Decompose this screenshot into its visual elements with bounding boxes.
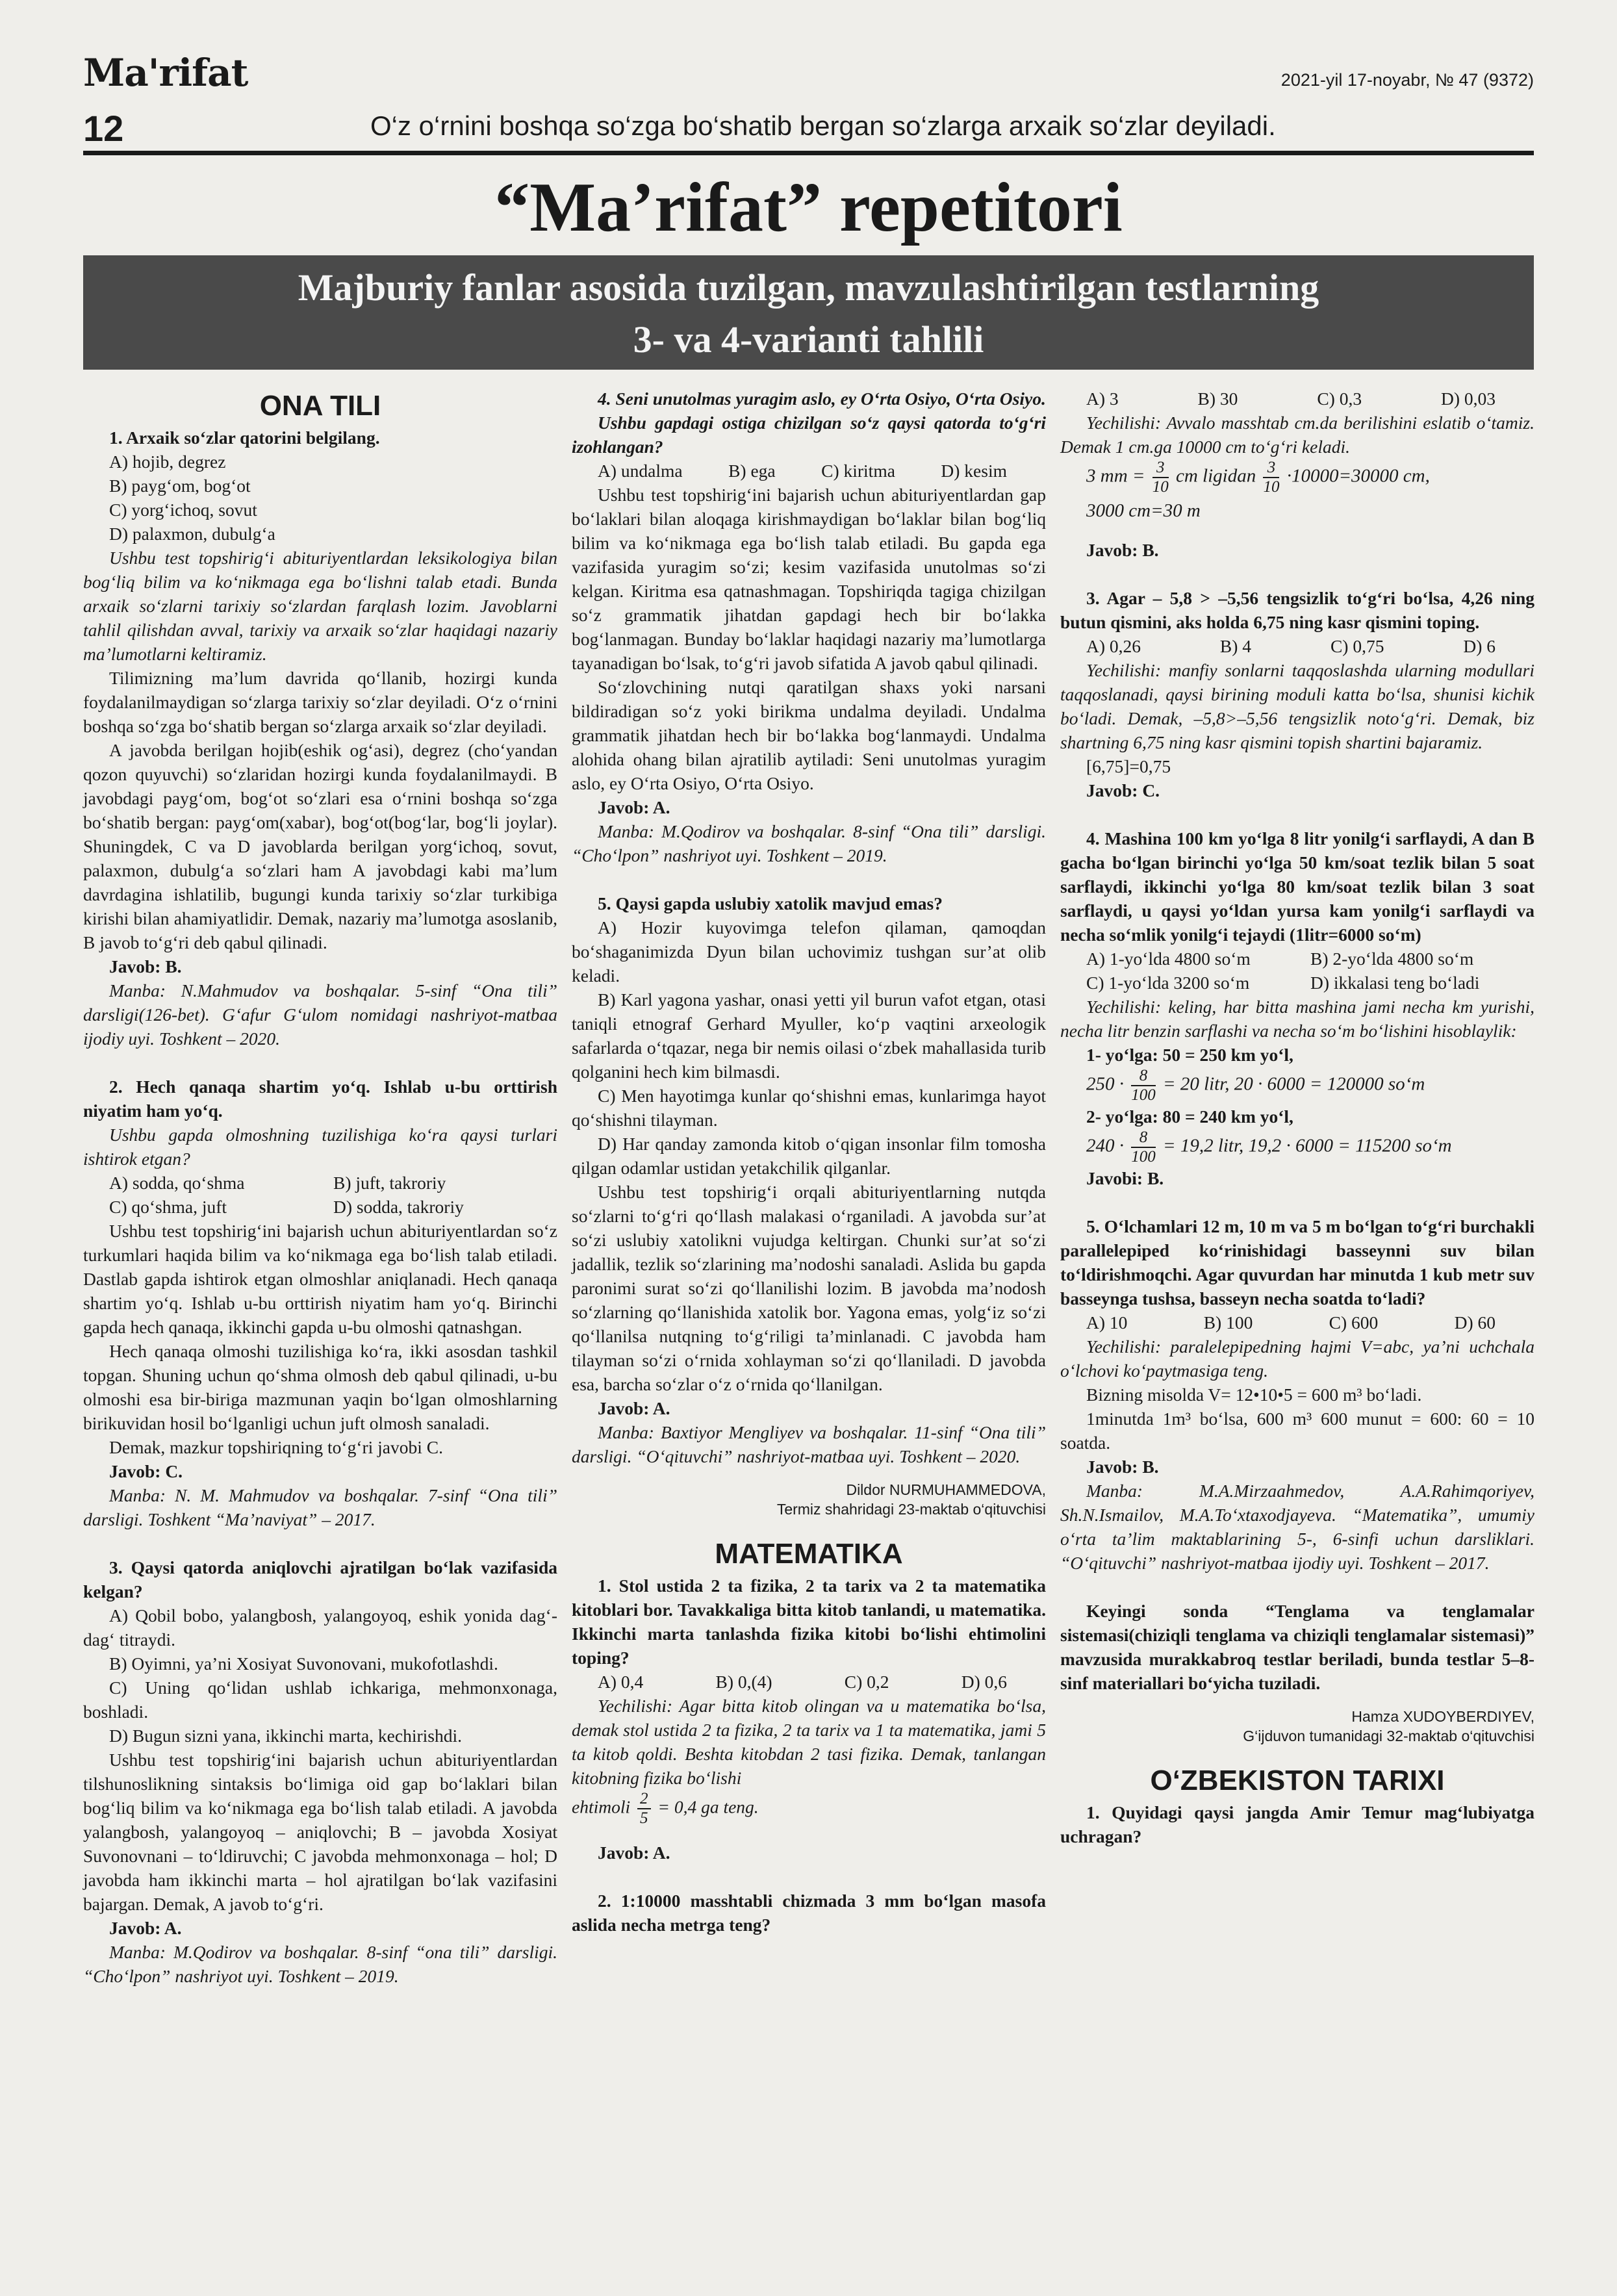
author-name: Dildor NURMUHAMMEDOVA, xyxy=(846,1481,1046,1498)
option-d: D) ikkalasi teng bo‘ladi xyxy=(1310,973,1480,993)
q3-paragraph-1: Ushbu test topshirig‘ini bajarish uchun abituriyentlardan tilshunoslikning sintaksis bo‘limiga oid gap bo‘laklari bilan bog‘liq bilim va ko‘nikmaga ega bo‘lish talab etiladi. A javobda yalangbosh, yalangoyoq – aniqlovchi; B – javobda Xosiyat Suvonovnani – to‘ldiruvchi; C javobda mehmonxonaga – hol; D javobda ham ikkinchi marta – hol ajratilgan bo‘lak vazifasini bajargan. Demak, A javob to‘g‘ri. xyxy=(83,1750,557,1914)
option-d: D) kesim xyxy=(941,461,1007,481)
option-a: A) 1-yo‘lda 4800 so‘m xyxy=(1086,949,1251,969)
q2-answer: Javob: C. xyxy=(109,1461,183,1481)
q5-answer: Javob: A. xyxy=(598,1398,670,1418)
q3-option-a: A) Qobil bobo, yalangbosh, yalangoyoq, eshik yonida dag‘-dag‘ titraydi. xyxy=(83,1605,557,1650)
m1-prob-text: ehtimoli xyxy=(572,1796,631,1817)
column-1 xyxy=(83,387,557,1988)
question-3: 3. Qaysi qatorda aniqlovchi ajratilgan bo‘lak vazifasida kelgan? xyxy=(83,1557,557,1601)
option-b: B) juft, takroriy xyxy=(333,1173,446,1193)
m2-answer: Javob: B. xyxy=(1086,540,1159,560)
option-b: B) ega xyxy=(728,461,776,481)
q2-options xyxy=(83,1171,557,1219)
q4-paragraph-1: Ushbu test topshirig‘ini bajarish uchun abituriyentlardan gap bo‘laklari bilan aloqaga kirishmaydigan bo‘laklar bilan bog‘liq bilim va ko‘nikmaga ega bo‘lish talab etiladi. Bu gapda ega vazifasida yuragim so‘zi; kesim vazifasida unutolmas so‘zi kelgan. Kiritma esa qatnashmagan. Topshiriqda tagiga chizilgan so‘z grammatik jihatdan gapdagi hech bir bo‘lakka bog‘lanmagan. Bunday bo‘laklar haqidagi nazariy ma’lumotlarga tayanadigan bo‘lsak, to‘g‘ri javob sifatida A javob qabul qilinadi. xyxy=(572,485,1046,673)
math-question-4: 4. Mashina 100 km yo‘lga 8 litr yonilg‘i sarflaydi, A dan B gacha bo‘lgan birinchi yo‘lga 50 km/soat tezlik bilan 5 soat sarflaydi, ikkinchi yo‘lga 80 km/soat tezlik bilan 3 soat sarflaydi, u qaysi yo‘ldan yursa kam yonilg‘i sarflaydi va necha so‘mlik yonilg‘i tejaydi (1litr=6000 so‘m) xyxy=(1060,828,1534,945)
q1-intro: Ushbu test topshirig‘i abituriyentlardan leksikologiya bilan bog‘liq bilim va ko‘nikmaga ega bo‘lishni talab etadi. Bunda arxaik so‘zlarni tarixiy so‘zlardan farqlash lozim. Javoblarni tahlil qilishdan avval, tarixiy va arxaik so‘zlar haqidagi nazariy ma’lumotlarni keltiramiz. xyxy=(83,548,557,664)
m1-probability xyxy=(572,1790,1046,1828)
option-d: D) sodda, takroriy xyxy=(333,1197,464,1217)
spacer xyxy=(1060,562,1534,586)
m4-equation-1: 250 · $\frac{8}{100}$ = 20 litr, 20 · 6000 = 120000 so‘m xyxy=(1086,1067,1425,1104)
option-d: D) 0,03 xyxy=(1440,389,1496,409)
m5-source: Manba: M.A.Mirzaahmedov, A.A.Rahimqoriyev, Sh.N.Ismailov, M.A.To‘xtaxodjayeva. “Matematika”, umumiy o‘rta ta’lim maktablarining 5-, 6-sinfi uchun darsliklari. “O‘qituvchi” nashriyot-matbaa ijodiy uyi. Toshkent – 2017. xyxy=(1060,1481,1534,1573)
question-2: 2. Hech qanaqa shartim yo‘q. Ishlab u-bu orttirish niyatim ham yo‘q. xyxy=(83,1077,557,1121)
section-ona-tili: ONA TILI xyxy=(259,390,381,422)
q1-paragraph-1: Tilimizning ma’lum davrida qo‘llanib, hozirgi kunda foydalanilmaydigan so‘zlarga tarixiy so‘zlar deyiladi. O‘z o‘rnini boshqa so‘zga bo‘shatib bergan so‘zlarga arxaik so‘zlar deyiladi. xyxy=(83,668,557,736)
option-a: A) undalma xyxy=(598,461,683,481)
q1-source: Manba: N.Mahmudov va boshqalar. 5-sinf “Ona tili” darsligi(126-bet). G‘afur G‘ulom nomidagi nashriyot-matbaa ijodiy uyi. Toshkent – 2020. xyxy=(83,980,557,1049)
newspaper-logo: Ma'rifat xyxy=(83,51,248,95)
banner-line-2: 3- va 4-varianti tahlili xyxy=(633,318,984,361)
q4-paragraph-2: So‘zlovchining nutqi qaratilgan shaxs yoki narsani bildiradigan so‘z yoki birikma undalma deyiladi. Undalma grammatik jihatdan hech bir bo‘lakka bog‘lanmaydi. Undalma alohida ohang bilan ajratilib aytiladi: Seni unutolmas yuragim aslo, ey O‘rta Osiyo, O‘rta Osiyo. xyxy=(572,677,1046,793)
author-role: G‘ijduvon tumanidagi 32-maktab o‘qituvchisi xyxy=(1243,1728,1534,1744)
q5-option-d: D) Har qanday zamonda kitob o‘qigan insonlar film tomosha qilgan odamlar ustidan yetakchilik qilganlar. xyxy=(572,1134,1046,1178)
option-a: A) 0,4 xyxy=(598,1672,644,1692)
q5-source: Manba: Baxtiyor Mengliyev va boshqalar. 11-sinf “Ona tili” darsligi. “O‘qituvchi” nashriyot-matbaa uyi. Toshkent – 2020. xyxy=(572,1422,1046,1466)
option-b: B) 0,(4) xyxy=(715,1672,772,1692)
q3-answer: Javob: A. xyxy=(109,1918,182,1938)
spacer xyxy=(1060,802,1534,826)
option-c: C) kiritma xyxy=(821,461,895,481)
option-c: C) 0,75 xyxy=(1330,636,1384,656)
m2-formula: 3 mm = $\frac{3}{10}$ cm ligidan $\frac{3}{10}$ ·10000=30000 cm, xyxy=(1086,459,1430,496)
page-tagline: O‘z o‘rnini boshqa so‘zga bo‘shatib bergan so‘zlarga arxaik so‘zlar deyiladi. xyxy=(370,110,1276,141)
m2-solution: Yechilishi: Avvalo masshtab cm.da berilishini eslatib o‘tamiz. Demak 1 cm.ga 10000 cm to‘g‘ri keladi. xyxy=(1060,413,1534,457)
m4-road-2: 2- yo‘lga: 80 = 240 km yo‘l, xyxy=(1086,1106,1293,1127)
math-question-5: 5. O‘lchamlari 12 m, 10 m va 5 m bo‘lgan to‘g‘ri burchakli parallelepiped ko‘rinishidagi basseynni suv bilan to‘ldirishmoqchi. Agar quvurdan har minutda 1 kub metr suv basseynga tushsa, basseyn necha soatda to‘ladi? xyxy=(1060,1216,1534,1308)
question-4: 4. Seni unutolmas yuragim aslo, ey O‘rta Osiyo, O‘rta Osiyo. xyxy=(598,389,1046,409)
q3-option-c: C) Uning qo‘lidan ushlab ichkariga, mehmonxonaga, boshladi. xyxy=(83,1677,557,1722)
m3-options xyxy=(1060,634,1534,658)
option-c: C) 0,3 xyxy=(1317,389,1362,409)
q4-options xyxy=(572,459,1046,483)
option-b: B) payg‘om, bog‘ot xyxy=(109,476,251,496)
q2-paragraph-2: Hech qanaqa olmoshi tuzilishiga ko‘ra, ikki asosdan tashkil topgan. Shuning uchun qo‘shma olmosh deb qabul qilinadi, u-bu olmoshi esa bir-biriga mazmunan yaqin bo‘lgan olmoshlarning birikuvidan hosil bo‘lganligi uchun juft olmosh sanaladi. xyxy=(83,1341,557,1433)
option-b: B) 100 xyxy=(1203,1312,1253,1333)
m4-equation-2: 240 · $\frac{8}{100}$ = 19,2 litr, 19,2 · 6000 = 115200 so‘m xyxy=(1086,1129,1452,1166)
option-b: B) 4 xyxy=(1219,636,1252,656)
next-issue-note: Keyingi sonda “Tenglama va tenglamalar sistemasi(chiziqli tenglama va chiziqli tenglamalar sistemasi)” mavzusida murakkabroq testlar beriladi, bunda testlar 5–8-sinf materiallari bo‘yicha tuziladi. xyxy=(1060,1601,1534,1693)
m3-calc: [6,75]=0,75 xyxy=(1086,756,1171,776)
m5-answer: Javob: B. xyxy=(1086,1457,1159,1477)
option-c: C) 600 xyxy=(1329,1312,1379,1333)
spacer xyxy=(572,867,1046,891)
m1-answer: Javob: A. xyxy=(598,1843,670,1863)
m2-options xyxy=(1060,387,1534,411)
q4-prompt: Ushbu gapdagi ostiga chizilgan so‘z qaysi qatorda to‘g‘ri izohlangan? xyxy=(572,413,1046,457)
m4-solution: Yechilishi: keling, har bitta mashina jami necha km yurishi, necha litr benzin sarflashi va necha so‘m bo‘lishini hisoblaylik: xyxy=(1060,997,1534,1041)
fraction: $\frac{3}{10}$ xyxy=(1152,459,1169,496)
m4-options xyxy=(1060,947,1534,995)
m1-solution: Yechilishi: Agar bitta kitob olingan va u matematika bo‘lsa, demak stol ustida 2 ta fizika, 2 ta tarix va 1 ta matematika, jami 5 ta kitob qoldi. Beshta kitobdan 2 tasi fizika. Demak, tanlangan kitobning fizika bo‘lishi xyxy=(572,1696,1046,1788)
option-d: D) 0,6 xyxy=(961,1672,1007,1692)
question-1: 1. Arxaik so‘zlar qatorini belgilang. xyxy=(109,427,380,448)
history-question-1: 1. Quyidagi qaysi jangda Amir Temur mag‘lubiyatga uchragan? xyxy=(1060,1802,1534,1846)
m4-road-1: 1- yo‘lga: 50 = 250 km yo‘l, xyxy=(1086,1045,1293,1065)
option-c: C) 1-yo‘lda 3200 so‘m xyxy=(1086,973,1250,993)
option-a: A) 0,26 xyxy=(1086,636,1141,656)
m1-prob-result: = 0,4 ga teng. xyxy=(657,1796,759,1817)
q4-source: Manba: M.Qodirov va boshqalar. 8-sinf “Ona tili” darsligi. “Cho‘lpon” nashriyot uyi. Toshkent – 2019. xyxy=(572,821,1046,865)
q3-option-b: B) Oyimni, ya’ni Xosiyat Suvonovani, mukofotlashdi. xyxy=(109,1653,498,1674)
banner-line-1: Majburiy fanlar asosida tuzilgan, mavzulashtirilgan testlarning xyxy=(298,266,1319,309)
m3-answer: Javob: C. xyxy=(1086,780,1160,800)
q3-source: Manba: M.Qodirov va boshqalar. 8-sinf “ona tili” darsligi. “Cho‘lpon” nashriyot uyi. Toshkent – 2019. xyxy=(83,1942,557,1986)
page-number: 12 xyxy=(83,108,124,149)
column-2 xyxy=(572,387,1046,1937)
q2-source: Manba: N. M. Mahmudov va boshqalar. 7-sinf “Ona tili” darsligi. Toshkent “Ma’naviyat” – 2017. xyxy=(83,1485,557,1529)
math-question-3: 3. Agar – 5,8 > –5,56 tengsizlik to‘g‘ri bo‘lsa, 4,26 ning butun qismini, aks holda 6,75 ning kasr qismini toping. xyxy=(1060,588,1534,632)
q2-paragraph-3: Demak, mazkur topshiriqning to‘g‘ri javobi C. xyxy=(109,1437,444,1457)
fraction: $\frac{8}{100}$ xyxy=(1131,1067,1156,1104)
spacer xyxy=(1060,1190,1534,1214)
spacer xyxy=(1060,1575,1534,1599)
author-role: Termiz shahridagi 23-maktab o‘qituvchisi xyxy=(776,1501,1046,1518)
m1-options xyxy=(572,1670,1046,1694)
option-d: D) palaxmon, dubulg‘a xyxy=(109,524,275,544)
spacer xyxy=(83,1531,557,1555)
fraction: $\frac{3}{10}$ xyxy=(1263,459,1280,496)
q5-paragraph-1: Ushbu test topshirig‘i orqali abituriyentlarning nutqda so‘zlarni to‘g‘ri qo‘llash malakasi o‘rganiladi. A javobda sur’at so‘zi uslubiy xatolikni vujudga keltirgan. Chunki sur’at so‘zi jadallik, tezlik so‘zlarining ma’nodoshi sanaladi. Aslida bu gapda paronimi surat so‘zi qo‘llanilishi lozim. B javobda ma’nodosh so‘zlarning qo‘llanishida xatolik bor. Yagona emas, yolg‘iz so‘zi qo‘llanilsa nutqning to‘g‘riligi ta’minlanadi. C javobda ham tilayman so‘zi o‘rnida xohlayman so‘zi qo‘llaniladi. D javobda esa, barcha so‘zlar o‘z o‘rnida qo‘llanilgan. xyxy=(572,1182,1046,1394)
option-c: C) yorg‘ichoq, sovut xyxy=(109,500,257,520)
option-a: A) 10 xyxy=(1086,1312,1128,1333)
option-a: A) hojib, degrez xyxy=(109,452,226,472)
q2-paragraph-1: Ushbu test topshirig‘ini bajarish uchun abituriyentlardan so‘z turkumlari haqida bilim va ko‘nikmaga ega bo‘lish talab etiladi. Dastlab gapda ishtirok etgan olmoshlar aniqlanadi. Hech qanaqa shartim yo‘q. Ishlab u-bu orttirish niyatim ham yo‘q. Birinchi gapda hech qanaqa, ikkinchi gapda u-bu olmoshi qatnashgan. xyxy=(83,1221,557,1337)
subtitle-banner xyxy=(83,255,1534,370)
m5-calc-2: 1minutda 1m³ bo‘lsa, 600 m³ 600 munut = 600: 60 = 10 soatda. xyxy=(1060,1409,1534,1453)
spacer xyxy=(572,1865,1046,1889)
math-question-1: 1. Stol ustida 2 ta fizika, 2 ta tarix va 2 ta matematika kitoblari bor. Tavakkaliga bitta kitob tanlandi, u matematika. Ikkinchi marta tanlashda fizika kitobi bo‘lishi ehtimolini toping? xyxy=(572,1575,1046,1668)
option-a: A) 3 xyxy=(1086,389,1119,409)
option-d: D) 60 xyxy=(1454,1312,1496,1333)
option-c: C) 0,2 xyxy=(844,1672,889,1692)
column-3 xyxy=(1060,387,1534,1848)
header-rule xyxy=(83,151,1534,155)
math-question-2: 2. 1:10000 masshtabli chizmada 3 mm bo‘lgan masofa aslida necha metrga teng? xyxy=(572,1891,1046,1935)
q5-option-b: B) Karl yagona yashar, onasi yetti yil burun vafot etgan, otasi taniqli etnograf Gerhard Myuller, ko‘p vaqtini arxeologik safarlarda o‘tqazar, nega bir nemis oilasi o‘zbek mahallasida turib qolganini hech kim bilmasdi. xyxy=(572,989,1046,1082)
section-matematika: MATEMATIKA xyxy=(715,1538,903,1570)
q5-option-c: C) Men hayotimga kunlar qo‘shishni emas, kunlarimga hayot qo‘shishni tilayman. xyxy=(572,1086,1046,1130)
fraction: $\frac{2}{5}$ xyxy=(637,1790,651,1828)
m3-solution: Yechilishi: manfiy sonlarni taqqoslashda ularning modullari taqqoslanadi, qaysi birining moduli katta bo‘lsa, shunisi kichik bo‘ladi. Demak, –5,8>–5,56 tengsizlik noto‘g‘ri. Demak, biz shartning 6,75 ning kasr qismini topish shartini bajaramiz. xyxy=(1060,660,1534,752)
option-b: B) 30 xyxy=(1197,389,1238,409)
option-d: D) 6 xyxy=(1463,636,1496,656)
page-title: “Ma’rifat” repetitori xyxy=(494,169,1123,246)
q1-paragraph-2: A javobda berilgan hojib(eshik og‘asi), degrez (cho‘yandan qozon quyuvchi) so‘zlaridan hozirgi kunda foydalanilmaydi. B javobdagi payg‘om, bog‘ot so‘zlari esa o‘rnini boshqa so‘zga bo‘shatib bergan: payg‘om(xabar), bog‘ot(bog‘lar, bog‘li joylar). Shuningdek, C va D javoblarda berilgan yorg‘ichoq, sovut, palaxmon, dubulg‘a so‘zlari ham A javobdagi kabi ma’lum davrdagina ishlatilib, bugungi kunda tarixiy so‘zlar turkibiga kirishi bilan ahamiyatlidir. Demak, nazariy ma’lumotga asoslanib, B javob to‘g‘ri deb qabul qilinadi. xyxy=(83,740,557,952)
m5-calc-1: Bizning misolda V= 12•10•5 = 600 m³ bo‘ladi. xyxy=(1086,1384,1422,1405)
m4-answer: Javobi: B. xyxy=(1086,1168,1164,1188)
question-5: 5. Qaysi gapda uslubiy xatolik mavjud emas? xyxy=(598,893,943,913)
m5-solution: Yechilishi: paralelepipedning hajmi V=abc, ya’ni uchchala o‘lchovi ko‘paytmasiga teng. xyxy=(1060,1336,1534,1381)
spacer xyxy=(83,1051,557,1075)
option-c: C) qo‘shma, juft xyxy=(109,1197,227,1217)
section-ozbekiston-tarixi: O‘ZBEKISTON TARIXI xyxy=(1150,1765,1445,1796)
m5-options xyxy=(1060,1310,1534,1334)
author-name: Hamza XUDOYBERDIYEV, xyxy=(1351,1708,1534,1725)
q4-answer: Javob: A. xyxy=(598,797,670,817)
q5-option-a: A) Hozir kuyovimga telefon qilaman, qamoqdan bo‘shaganimizda Dyun bilan uchovimiz tushgan sur’at olib keladi. xyxy=(572,917,1046,986)
fraction: $\frac{8}{100}$ xyxy=(1131,1129,1156,1166)
q1-answer: Javob: B. xyxy=(109,956,182,976)
option-a: A) sodda, qo‘shma xyxy=(109,1173,245,1193)
m2-formula-line-2: 3000 cm=30 m xyxy=(1086,500,1201,521)
issue-date: 2021-yil 17-noyabr, № 47 (9372) xyxy=(1280,70,1534,90)
option-b: B) 2-yo‘lda 4800 so‘m xyxy=(1310,949,1474,969)
q3-option-d: D) Bugun sizni yana, ikkinchi marta, kechirishdi. xyxy=(109,1726,463,1746)
q2-prompt: Ushbu gapda olmoshning tuzilishiga ko‘ra qaysi turlari ishtirok etgan? xyxy=(83,1125,557,1169)
